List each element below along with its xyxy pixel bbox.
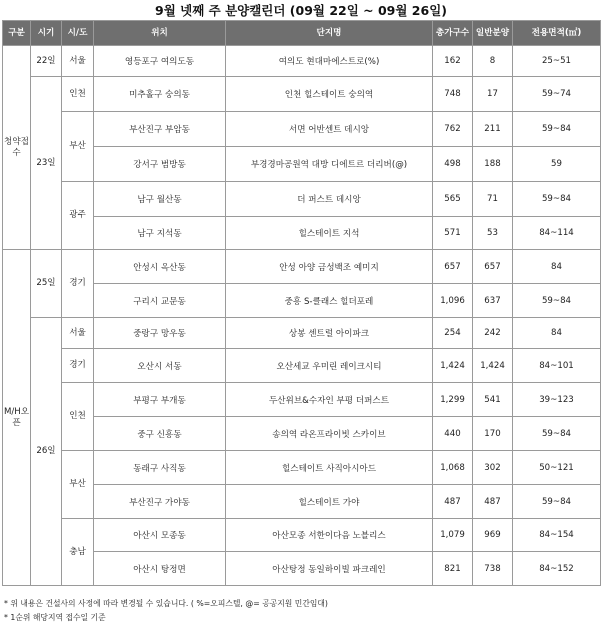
general-sale-cell: 188 bbox=[473, 147, 513, 182]
footnote: * 위 내용은 건설사의 사정에 따라 변경될 수 있습니다. ( %=오피스텔, @= 공공지원 민간임대) bbox=[4, 599, 328, 608]
total-units-cell: 762 bbox=[433, 112, 473, 147]
general-sale-cell: 969 bbox=[473, 519, 513, 552]
complex-cell: 중흥 S-클래스 힐더포레 bbox=[226, 284, 433, 318]
complex-cell: 더 퍼스트 데시앙 bbox=[226, 182, 433, 217]
location-cell: 강서구 범방동 bbox=[94, 147, 226, 182]
area-cell: 59~84 bbox=[513, 485, 601, 519]
time-cell: 25일 bbox=[31, 250, 62, 318]
header-total-units: 총가구수 bbox=[433, 21, 473, 46]
total-units-cell: 571 bbox=[433, 217, 473, 250]
region-cell: 부산 bbox=[62, 451, 94, 519]
complex-cell: 여의도 현대마에스트로(%) bbox=[226, 46, 433, 77]
total-units-cell: 1,079 bbox=[433, 519, 473, 552]
footnote: * 1순위 해당지역 접수일 기준 bbox=[4, 613, 106, 622]
complex-cell: 인천 힐스테이트 숭의역 bbox=[226, 77, 433, 112]
complex-cell: 서면 어반센트 데시앙 bbox=[226, 112, 433, 147]
region-cell: 부산 bbox=[62, 112, 94, 182]
time-cell: 23일 bbox=[31, 77, 62, 250]
header-area: 전용면적(㎡) bbox=[513, 21, 601, 46]
total-units-cell: 440 bbox=[433, 417, 473, 451]
location-cell: 안성시 옥산동 bbox=[94, 250, 226, 284]
area-cell: 59 bbox=[513, 147, 601, 182]
total-units-cell: 1,424 bbox=[433, 349, 473, 383]
total-units-cell: 748 bbox=[433, 77, 473, 112]
area-cell: 59~84 bbox=[513, 112, 601, 147]
total-units-cell: 657 bbox=[433, 250, 473, 284]
header-general-sale: 일반분양 bbox=[473, 21, 513, 46]
table-row bbox=[3, 46, 601, 77]
area-cell: 39~123 bbox=[513, 383, 601, 417]
total-units-cell: 162 bbox=[433, 46, 473, 77]
complex-cell: 두산위브&수자인 부평 더퍼스트 bbox=[226, 383, 433, 417]
header-time: 시기 bbox=[31, 21, 62, 46]
region-cell: 경기 bbox=[62, 349, 94, 383]
group-cell: M/H오픈 bbox=[3, 250, 31, 586]
location-cell: 부산진구 부암동 bbox=[94, 112, 226, 147]
table-row bbox=[3, 250, 601, 284]
area-cell: 25~51 bbox=[513, 46, 601, 77]
complex-cell: 상봉 센트럴 아이파크 bbox=[226, 318, 433, 349]
location-cell: 영등포구 여의도동 bbox=[94, 46, 226, 77]
header-complex: 단지명 bbox=[226, 21, 433, 46]
general-sale-cell: 541 bbox=[473, 383, 513, 417]
total-units-cell: 498 bbox=[433, 147, 473, 182]
area-cell: 59~84 bbox=[513, 284, 601, 318]
header-row bbox=[3, 21, 601, 46]
region-cell: 광주 bbox=[62, 182, 94, 250]
time-cell: 22일 bbox=[31, 46, 62, 77]
area-cell: 59~74 bbox=[513, 77, 601, 112]
group-cell: 청약접수 bbox=[3, 46, 31, 250]
area-cell: 50~121 bbox=[513, 451, 601, 485]
complex-cell: 힐스테이트 지석 bbox=[226, 217, 433, 250]
complex-cell: 아산모종 서한이다음 노블리스 bbox=[226, 519, 433, 552]
general-sale-cell: 1,424 bbox=[473, 349, 513, 383]
general-sale-cell: 242 bbox=[473, 318, 513, 349]
complex-cell: 아산탕정 동일하이빌 파크레인 bbox=[226, 552, 433, 586]
region-cell: 경기 bbox=[62, 250, 94, 318]
total-units-cell: 254 bbox=[433, 318, 473, 349]
complex-cell: 안성 아양 금성백조 예미지 bbox=[226, 250, 433, 284]
footnotes bbox=[4, 597, 328, 625]
table-row bbox=[3, 519, 601, 552]
table-row bbox=[3, 182, 601, 217]
location-cell: 동래구 사직동 bbox=[94, 451, 226, 485]
area-cell: 59~84 bbox=[513, 182, 601, 217]
general-sale-cell: 71 bbox=[473, 182, 513, 217]
total-units-cell: 1,096 bbox=[433, 284, 473, 318]
sales-calendar-table bbox=[2, 20, 601, 586]
complex-cell: 오산세교 우미린 레이크시티 bbox=[226, 349, 433, 383]
location-cell: 오산시 서동 bbox=[94, 349, 226, 383]
table-row bbox=[3, 451, 601, 485]
general-sale-cell: 170 bbox=[473, 417, 513, 451]
total-units-cell: 565 bbox=[433, 182, 473, 217]
region-cell: 인천 bbox=[62, 383, 94, 451]
general-sale-cell: 487 bbox=[473, 485, 513, 519]
area-cell: 84~101 bbox=[513, 349, 601, 383]
table-row bbox=[3, 318, 601, 349]
page-title: 9월 넷째 주 분양캘린더 (09월 22일 ~ 09월 26일) bbox=[155, 3, 447, 18]
location-cell: 중랑구 망우동 bbox=[94, 318, 226, 349]
area-cell: 84~152 bbox=[513, 552, 601, 586]
general-sale-cell: 738 bbox=[473, 552, 513, 586]
total-units-cell: 1,299 bbox=[433, 383, 473, 417]
table-row bbox=[3, 383, 601, 417]
total-units-cell: 487 bbox=[433, 485, 473, 519]
total-units-cell: 821 bbox=[433, 552, 473, 586]
location-cell: 남구 월산동 bbox=[94, 182, 226, 217]
general-sale-cell: 637 bbox=[473, 284, 513, 318]
table-row bbox=[3, 349, 601, 383]
header-location: 위치 bbox=[94, 21, 226, 46]
header-region: 시/도 bbox=[62, 21, 94, 46]
area-cell: 84~154 bbox=[513, 519, 601, 552]
time-cell: 26일 bbox=[31, 318, 62, 586]
location-cell: 미추홀구 숭의동 bbox=[94, 77, 226, 112]
region-cell: 서울 bbox=[62, 318, 94, 349]
general-sale-cell: 17 bbox=[473, 77, 513, 112]
area-cell: 84 bbox=[513, 318, 601, 349]
table-row bbox=[3, 77, 601, 112]
complex-cell: 힐스테이트 사직아시아드 bbox=[226, 451, 433, 485]
general-sale-cell: 302 bbox=[473, 451, 513, 485]
complex-cell: 부경경마공원역 대방 디에트르 더리버(@) bbox=[226, 147, 433, 182]
area-cell: 84~114 bbox=[513, 217, 601, 250]
location-cell: 구리시 교문동 bbox=[94, 284, 226, 318]
location-cell: 아산시 모종동 bbox=[94, 519, 226, 552]
general-sale-cell: 657 bbox=[473, 250, 513, 284]
location-cell: 남구 지석동 bbox=[94, 217, 226, 250]
area-cell: 84 bbox=[513, 250, 601, 284]
location-cell: 부산진구 가야동 bbox=[94, 485, 226, 519]
general-sale-cell: 211 bbox=[473, 112, 513, 147]
complex-cell: 힐스테이트 가야 bbox=[226, 485, 433, 519]
region-cell: 서울 bbox=[62, 46, 94, 77]
area-cell: 59~84 bbox=[513, 417, 601, 451]
general-sale-cell: 8 bbox=[473, 46, 513, 77]
table-row bbox=[3, 112, 601, 147]
general-sale-cell: 53 bbox=[473, 217, 513, 250]
location-cell: 부평구 부개동 bbox=[94, 383, 226, 417]
region-cell: 인천 bbox=[62, 77, 94, 112]
complex-cell: 송의역 라온프라이빗 스카이브 bbox=[226, 417, 433, 451]
location-cell: 중구 신흥동 bbox=[94, 417, 226, 451]
header-group: 구분 bbox=[3, 21, 31, 46]
region-cell: 충남 bbox=[62, 519, 94, 586]
total-units-cell: 1,068 bbox=[433, 451, 473, 485]
location-cell: 아산시 탕정면 bbox=[94, 552, 226, 586]
